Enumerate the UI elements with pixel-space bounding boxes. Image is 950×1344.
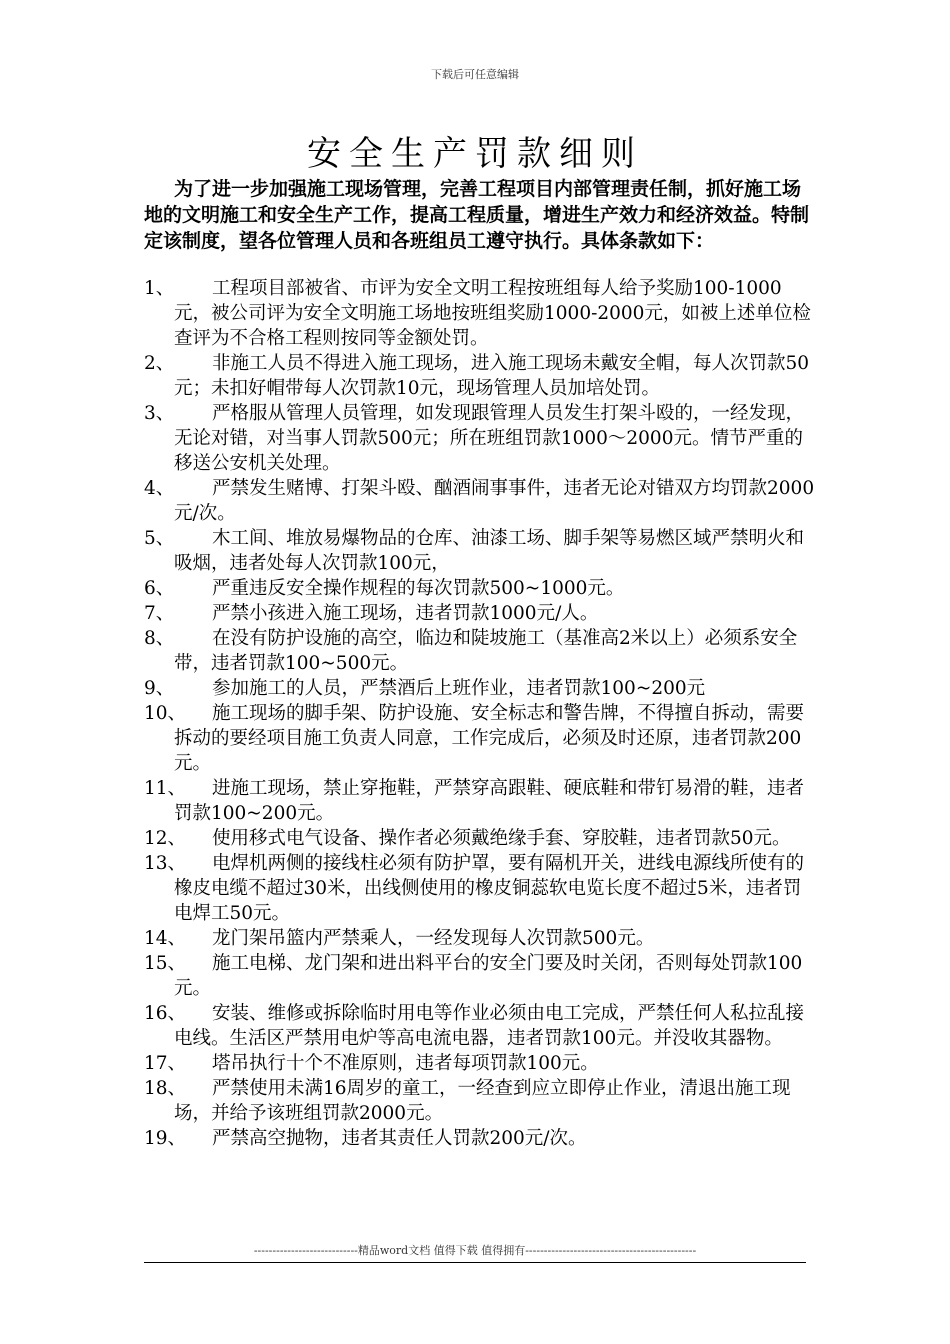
rule-text: 施工电梯、龙门架和进出料平台的安全门要及时关闭，否则每处罚款100元。 [174,953,803,999]
page-title: 安全生产罚款细则 [307,134,643,174]
rule-text: 进施工现场，禁止穿拖鞋，严禁穿高跟鞋、硬底鞋和带钉易滑的鞋，违者罚款100~200元。 [174,778,805,824]
rule-number: 2、 [144,353,175,374]
rule-text: 工程项目部被省、市评为安全文明工程按班组每人给予奖励100-1000元，被公司评为安全文明施工场地按班组奖励1000-2000元，如被上述单位检查评为不合格工程则按同等金额处罚。 [174,278,811,349]
rule-number: 11、 [144,778,187,799]
rule-text: 严禁高空抛物，违者其责任人罚款200元/次。 [212,1128,587,1149]
rule-item [144,1001,818,1051]
rule-number: 15、 [144,953,187,974]
rule-number: 13、 [144,853,187,874]
rule-item [144,601,818,626]
rule-item [144,701,818,776]
rule-item [144,1126,818,1151]
rule-item [144,576,818,601]
rule-item [144,276,818,351]
rule-number: 7、 [144,603,175,624]
rule-number: 12、 [144,828,187,849]
rule-number: 14、 [144,928,187,949]
rule-number: 19、 [144,1128,187,1149]
rule-number: 6、 [144,578,175,599]
footer-text: ----------------------------精品word文档 值得下载 值得拥有---------------------------------------------- [253,1244,697,1257]
rule-item [144,1051,818,1076]
rules-list [144,276,818,1151]
rule-number: 4、 [144,478,175,499]
rule-item [144,1076,818,1126]
footer-divider [144,1262,806,1263]
rule-text: 严重违反安全操作规程的每次罚款500~1000元。 [212,578,625,599]
rule-text: 参加施工的人员，严禁酒后上班作业，违者罚款100~200元 [212,678,706,699]
rule-text: 木工间、堆放易爆物品的仓库、油漆工场、脚手架等易燃区域严禁明火和吸烟，违者处每人次罚款100元， [174,528,805,574]
rule-item [144,476,818,526]
rule-text: 使用移式电气设备、操作者必须戴绝缘手套、穿胶鞋，违者罚款50元。 [212,828,791,849]
rule-item [144,626,818,676]
rule-text: 施工现场的脚手架、防护设施、安全标志和警告牌，不得擅自拆动，需要拆动的要经项目施工负责人同意，工作完成后，必须及时还原，违者罚款200元。 [174,703,805,774]
rule-number: 5、 [144,528,175,549]
rule-text: 塔吊执行十个不准原则，违者每项罚款100元。 [212,1053,599,1074]
rule-item [144,526,818,576]
rule-item [144,401,818,476]
rule-number: 9、 [144,678,175,699]
rule-number: 3、 [144,403,175,424]
rule-item [144,951,818,1001]
rule-number: 10、 [144,703,187,724]
rule-text: 电焊机两侧的接线柱必须有防护罩，要有隔机开关，进线电源线所使有的橡皮电缆不超过30米，出线侧使用的橡皮铜蕊软电览长度不超过5米，违者罚电焊工50元。 [174,853,805,924]
rule-item [144,676,818,701]
rule-text: 严禁发生赌博、打架斗殴、酗酒闹事事件，违者无论对错双方均罚款2000元/次。 [174,478,815,524]
header-note: 下载后可任意编辑 [431,68,519,81]
rule-text: 安装、维修或拆除临时用电等作业必须由电工完成，严禁任何人私拉乱接电线。生活区严禁用电炉等高电流电器，违者罚款100元。并没收其器物。 [174,1003,805,1049]
rule-number: 18、 [144,1078,187,1099]
rule-item [144,851,818,926]
rule-number: 8、 [144,628,175,649]
rule-item [144,826,818,851]
rule-item [144,926,818,951]
rule-number: 17、 [144,1053,187,1074]
rule-item [144,776,818,826]
intro-paragraph: 为了进一步加强施工现场管理，完善工程项目内部管理责任制，抓好施工场地的文明施工和安全生产工作，提高工程质量，增进生产效力和经济效益。特制定该制度，望各位管理人员和各班组员工遵守执行。具体条款如下： [144,178,810,252]
rule-number: 1、 [144,278,175,299]
rule-text: 严格服从管理人员管理，如发现跟管理人员发生打架斗殴的，一经发现，无论对错，对当事人罚款500元；所在班组罚款1000～2000元。情节严重的移送公安机关处理。 [174,403,805,474]
rule-text: 严禁使用未满16周岁的童工，一经查到应立即停止作业，清退出施工现场，并给予该班组罚款2000元。 [174,1078,791,1124]
rule-text: 严禁小孩进入施工现场，违者罚款1000元/人。 [212,603,599,624]
rule-text: 在没有防护设施的高空，临边和陡坡施工（基准高2米以上）必须系安全带，违者罚款100~500元。 [174,628,798,674]
rule-number: 16、 [144,1003,187,1024]
rule-item [144,351,818,401]
rule-text: 非施工人员不得进入施工现场，进入施工现场未戴安全帽，每人次罚款50元；未扣好帽带每人次罚款10元，现场管理人员加培处罚。 [174,353,810,399]
rule-text: 龙门架吊篮内严禁乘人，一经发现每人次罚款500元。 [212,928,655,949]
